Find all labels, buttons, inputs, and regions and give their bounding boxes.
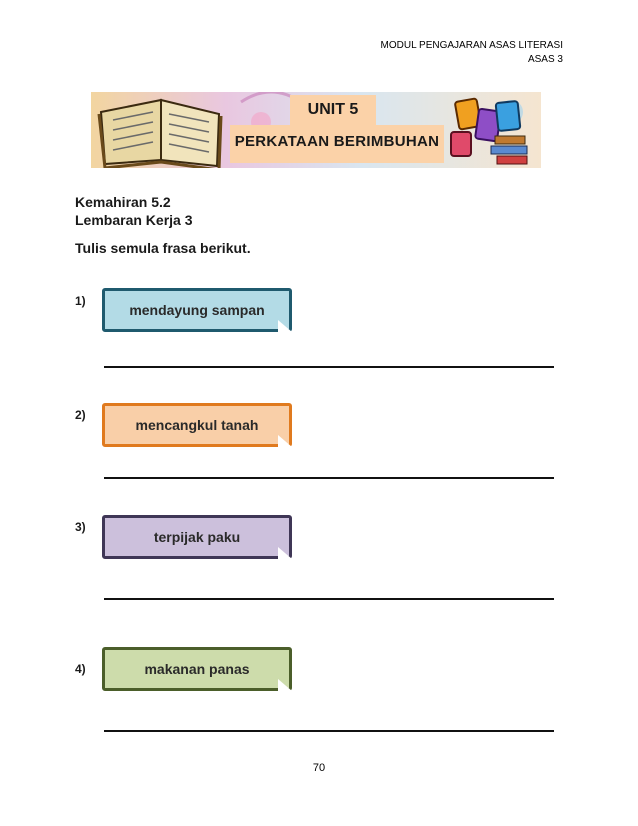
- item-number: 3): [75, 520, 86, 534]
- module-title: MODUL PENGAJARAN ASAS LITERASI: [380, 40, 563, 51]
- answer-line[interactable]: [104, 598, 554, 600]
- phrase-card: [102, 288, 292, 332]
- item-number: 4): [75, 662, 86, 676]
- instruction-text: Tulis semula frasa berikut.: [75, 240, 251, 256]
- answer-line[interactable]: [104, 366, 554, 368]
- phrase-card: [102, 403, 292, 447]
- phrase-text: mencangkul tanah: [135, 417, 259, 433]
- phrase-text: mendayung sampan: [129, 302, 265, 318]
- page-number: 70: [312, 762, 326, 774]
- phrase-text: terpijak paku: [153, 529, 241, 545]
- answer-line[interactable]: [104, 730, 554, 732]
- item-number: 2): [75, 408, 86, 422]
- folded-corner: [278, 547, 292, 559]
- book-icon: [99, 100, 221, 168]
- abc-letters-icon: [451, 98, 527, 164]
- skill-label: Kemahiran 5.2: [75, 194, 171, 210]
- item-number: 1): [75, 294, 86, 308]
- folded-corner: [278, 435, 292, 447]
- phrase-card: [102, 647, 292, 691]
- folded-corner: [278, 320, 292, 332]
- phrase-card: [102, 515, 292, 559]
- phrase-text: makanan panas: [144, 661, 250, 677]
- unit-title: PERKATAAN BERIMBUHAN: [230, 125, 444, 163]
- unit-label: UNIT 5: [290, 95, 376, 125]
- level-label: ASAS 3: [527, 54, 563, 65]
- folded-corner: [278, 679, 292, 691]
- worksheet-label: Lembaran Kerja 3: [75, 212, 193, 228]
- answer-line[interactable]: [104, 477, 554, 479]
